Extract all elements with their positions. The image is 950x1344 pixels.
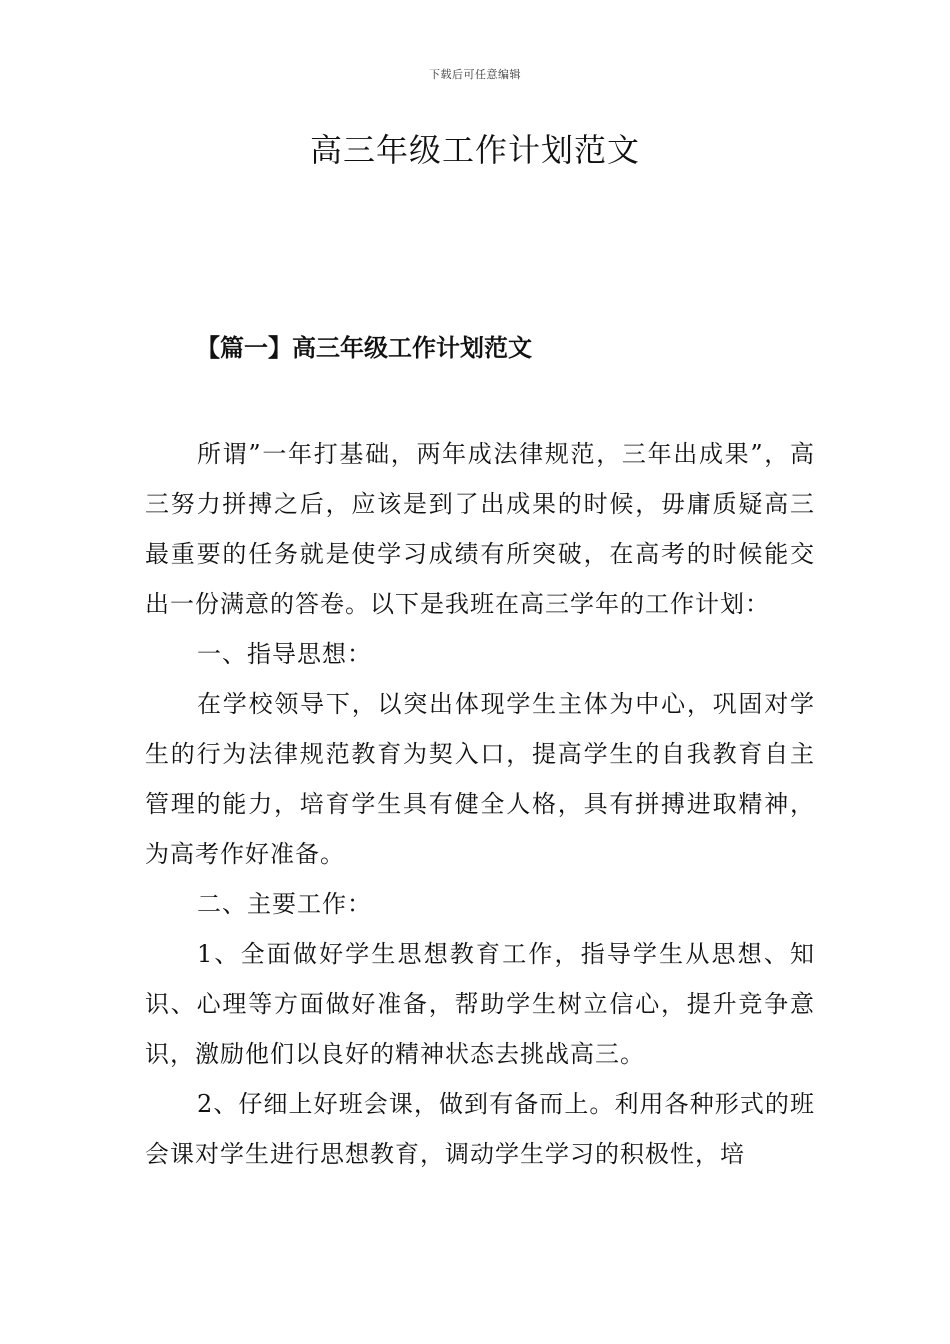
section-heading: 【篇一】高三年级工作计划范文 — [196, 333, 532, 362]
body-text — [145, 429, 815, 1179]
paragraph-main-work-heading: 二、主要工作： — [197, 890, 372, 918]
paragraph-item-2: 2、仔细上好班会课，做到有备而上。利用各种形式的班会课对学生进行思想教育，调动学生学习的积极性，培 — [145, 1090, 815, 1168]
document-title: 高三年级工作计划范文 — [309, 131, 640, 169]
paragraph-guiding-body: 在学校领导下，以突出体现学生主体为中心，巩固对学生的行为法律规范教育为契入口，提高学生的自我教育自主管理的能力，培育学生具有健全人格，具有拼搏进取精神，为高考作好准备。 — [145, 690, 815, 868]
paragraph-guiding-heading: 一、指导思想： — [197, 640, 372, 668]
header-note: 下载后可任意编辑 — [429, 68, 521, 81]
paragraph-item-1: 1、全面做好学生思想教育工作，指导学生从思想、知识、心理等方面做好准备，帮助学生树立信心，提升竞争意识，激励他们以良好的精神状态去挑战高三。 — [145, 940, 815, 1068]
paragraph-intro: 所谓”一年打基础，两年成法律规范，三年出成果”，高三努力拼搏之后，应该是到了出成果的时候，毋庸质疑高三最重要的任务就是使学习成绩有所突破，在高考的时候能交出一份满意的答卷。以下是我班在高三学年的工作计划： — [145, 440, 815, 618]
